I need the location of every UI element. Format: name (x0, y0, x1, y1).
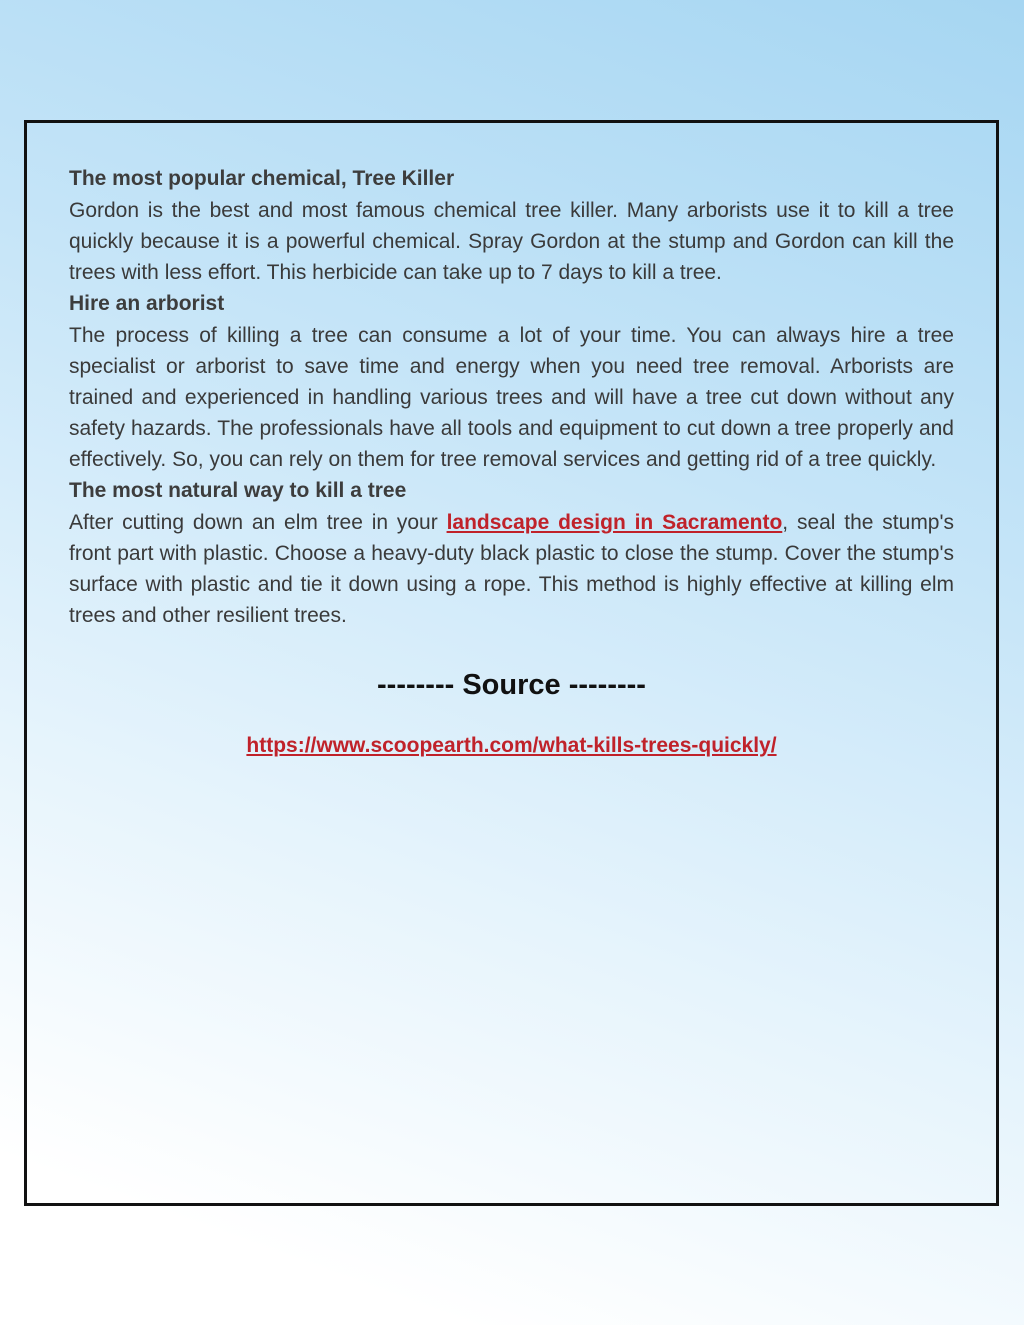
landscape-design-link[interactable]: landscape design in Sacramento (446, 511, 783, 534)
section-heading-natural: The most natural way to kill a tree (69, 479, 407, 502)
section-body-chemical: Gordon is the best and most famous chemical tree killer. Many arborists use it to kill a tree quickly because it is a powerful chemical. Spray Gordon at the stump and Gordon can kill the trees with less effort. This herbicide can take up to 7 days to kill a tree. (69, 199, 954, 284)
source-heading: -------- Source -------- (377, 669, 646, 701)
content-frame (24, 120, 999, 1206)
natural-body-end: , seal the stump's front part with plastic. Choose a heavy-duty black plastic to close the stump. Cover the stump's surface with plastic and tie it down using a rope. This method is highly effective at killing elm trees and other resilient trees. (69, 511, 954, 627)
natural-body-start: After cutting down an elm tree in your (69, 511, 447, 534)
section-heading-chemical: The most popular chemical, Tree Killer (69, 167, 455, 190)
source-url-link[interactable]: https://www.scoopearth.com/what-kills-trees-quickly/ (246, 734, 777, 757)
section-body-arborist: The process of killing a tree can consume a lot of your time. You can always hire a tree specialist or arborist to save time and energy when you need tree removal. Arborists are trained and experienced in handling various trees and will have a tree cut down without any safety hazards. The professionals have all tools and equipment to cut down a tree properly and effectively. So, you can rely on them for tree removal services and getting rid of a tree quickly. (69, 324, 954, 471)
source-url-wrap (69, 731, 954, 761)
section-body-natural (69, 507, 954, 631)
section-heading-arborist: Hire an arborist (69, 292, 225, 315)
article-content (69, 163, 954, 761)
